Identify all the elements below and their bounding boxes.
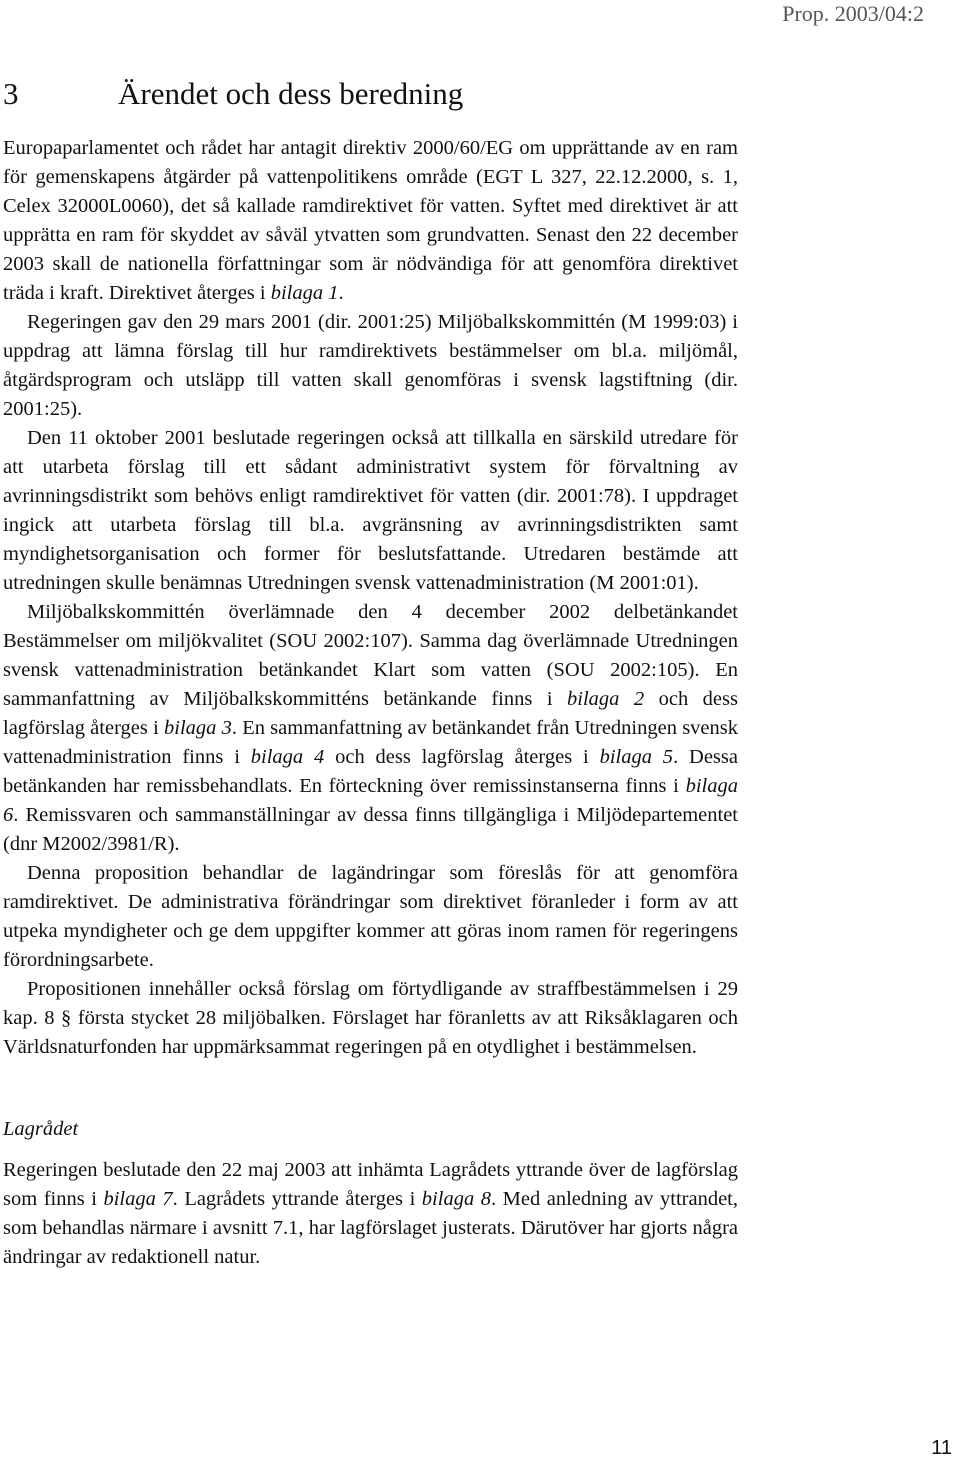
paragraph bbox=[3, 598, 738, 859]
subsection-heading: Lagrådet bbox=[3, 1118, 79, 1140]
text-segment: Miljöbalkskommittén överlämnade den 4 december 2002 delbetänkandet Bestämmelser om miljökvalitet (SOU 2002:107). Samma dag överlämnade Utredningen svensk vattenadministration betänkandet Klart som vatten (SOU 2002:105). En sammanfattning av Miljöbalkskommitténs betänkande finns i bbox=[3, 601, 738, 710]
annex-reference: bilaga 7 bbox=[103, 1188, 173, 1210]
text-segment: . Dessa betänkanden har remissbehandlats. En förteckning över remissinstanserna finns i bbox=[3, 746, 738, 797]
paragraph bbox=[3, 134, 738, 308]
text-segment: Europaparlamentet och rådet har antagit direktiv 2000/60/EG om upprättande av en ram för gemenskapens åtgärder på vattenpolitikens område (EGT L 327, 22.12.2000, s. 1, Celex 32000L0060), det så kallade ramdirektivet för vatten. Syftet med direktivet är att upprätta en ram för skyddet av såväl ytvatten som grundvatten. Senast den 22 december 2003 skall de nationella författningar som är nödvändiga för att genomföra direktivet träda i kraft. Direktivet återges i bbox=[3, 137, 738, 304]
section-title: Ärendet och dess beredning bbox=[118, 76, 464, 111]
text-segment: Den 11 oktober 2001 beslutade regeringen också att tillkalla en särskild utredare för att utarbeta förslag till ett sådant administrativt system för förvaltning av avrinningsdistrikt som behövs enligt ramdirektivet för vatten (dir. 2001:78). I uppdraget ingick att utarbeta förslag till bl.a. avgränsning av avrinningsdistrikten samt myndighetsorganisation och former för beslutsfattande. Utredaren bestämde att utredningen skulle benämnas Utredningen svensk vattenadministration (M 2001:01). bbox=[3, 427, 738, 594]
text-segment: och dess lagförslag återges i bbox=[3, 688, 738, 739]
text-segment: . Med anledning av yttrandet, som behandlas närmare i avsnitt 7.1, har lagförslaget justerats. Därutöver har gjorts några ändringar av redaktionell natur. bbox=[3, 1188, 738, 1268]
section-heading bbox=[3, 72, 738, 116]
annex-reference: bilaga 8 bbox=[421, 1188, 491, 1210]
text-segment: . En sammanfattning av betänkandet från Utredningen svensk vattenadministration finns i bbox=[3, 717, 738, 768]
paragraph bbox=[3, 424, 738, 598]
paragraph bbox=[3, 859, 738, 975]
annex-reference: bilaga 2 bbox=[567, 688, 645, 710]
section-number: 3 bbox=[3, 76, 19, 111]
text-segment: . Lagrådets yttrande återges i bbox=[172, 1188, 422, 1210]
text-segment: . bbox=[338, 282, 344, 304]
text-segment: och dess lagförslag återges i bbox=[324, 746, 600, 768]
page-number: 11 bbox=[931, 1437, 952, 1459]
document-body bbox=[3, 72, 738, 1272]
text-segment: Denna proposition behandlar de lagändringar som föreslås för att genomföra ramdirektivet. De administrativa förändringar som direktivet föranleder i form av att utpeka myndigheter och ge dem uppgifter kommer att göras inom ramen för regeringens förordningsarbete. bbox=[3, 862, 738, 971]
text-segment: . Remissvaren och sammanställningar av dessa finns tillgängliga i Miljödepartementet (dnr M2002/3981/R). bbox=[3, 804, 738, 855]
text-segment: Regeringen gav den 29 mars 2001 (dir. 2001:25) Miljöbalkskommittén (M 1999:03) i uppdrag att lämna förslag till hur ramdirektivets bestämmelser om bl.a. miljömål, åtgärdsprogram och utsläpp till vatten skall genomföras i svensk lagstiftning (dir. 2001:25). bbox=[3, 311, 738, 420]
paragraph bbox=[3, 308, 738, 424]
text-segment: Propositionen innehåller också förslag om förtydligande av straffbestämmelsen i 29 kap. 8 § första stycket 28 miljöbalken. Förslaget har föranletts av att Riksåklagaren och Världsnaturfonden har uppmärksammat regeringen på en otydlighet i bestämmelsen. bbox=[3, 978, 738, 1058]
annex-reference: bilaga 4 bbox=[250, 746, 325, 768]
annex-reference: bilaga 6 bbox=[3, 775, 738, 826]
paragraph bbox=[3, 1156, 738, 1272]
annex-reference: bilaga 3 bbox=[164, 717, 232, 739]
text-segment: Regeringen beslutade den 22 maj 2003 att inhämta Lagrådets yttrande över de lagförslag som finns i bbox=[3, 1159, 738, 1210]
annex-reference: bilaga 1 bbox=[270, 282, 339, 304]
annex-reference: bilaga 5 bbox=[599, 746, 674, 768]
paragraph bbox=[3, 975, 738, 1062]
document-reference: Prop. 2003/04:2 bbox=[782, 1, 924, 26]
